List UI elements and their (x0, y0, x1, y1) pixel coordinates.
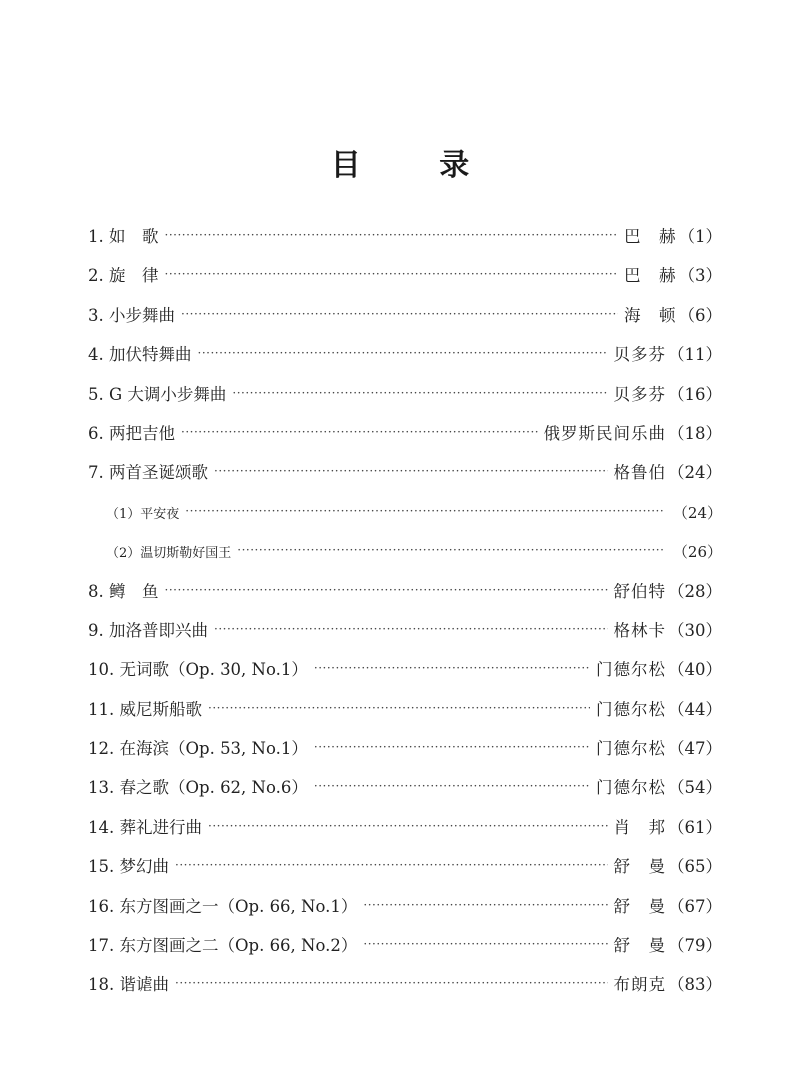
entry-page-number: （40） (668, 660, 722, 680)
dot-leader (214, 456, 608, 486)
entry-title: 16. 东方图画之一（Op. 66, No.1） (88, 896, 358, 916)
entry-composer: 舒 曼 (613, 936, 666, 956)
entry-page-number: （26） (672, 543, 722, 562)
entry-title: 12. 在海滨（Op. 53, No.1） (88, 739, 308, 759)
toc-subentry (88, 537, 722, 576)
entry-title: 18. 谐谑曲 (88, 975, 169, 995)
toc-entry (88, 813, 722, 852)
entry-composer: 俄罗斯民间乐曲 (543, 423, 666, 443)
entry-title: （1）平安夜 (106, 506, 180, 522)
entry-composer: 舒 曼 (613, 857, 666, 877)
entry-page-number: （28） (668, 581, 722, 601)
entry-title: 17. 东方图画之二（Op. 66, No.2） (88, 936, 358, 956)
toc-entry (88, 931, 722, 970)
toc-entry (88, 577, 722, 616)
entry-page-number: （1） (678, 227, 722, 246)
dot-leader (314, 653, 590, 683)
entry-page-number: （65） (668, 857, 722, 877)
entry-title: 9. 加洛普即兴曲 (88, 620, 208, 640)
entry-title: 6. 两把吉他 (88, 423, 175, 443)
dot-leader (175, 968, 608, 998)
entry-composer: 格鲁伯 (613, 463, 666, 483)
entry-composer: 舒伯特 (613, 581, 666, 601)
entry-page-number: （67） (668, 896, 722, 916)
dot-leader (214, 614, 608, 644)
dot-leader (165, 575, 608, 605)
dot-leader (314, 732, 590, 762)
entry-page-number: （30） (668, 620, 722, 640)
entry-page-number: （24） (668, 463, 722, 483)
entry-title: （2）温切斯勒好国王 (106, 546, 232, 562)
toc-entry (88, 380, 722, 419)
toc-entry (88, 340, 722, 379)
entry-title: 11. 威尼斯船歌 (88, 699, 202, 719)
entry-page-number: （47） (668, 739, 722, 759)
entry-composer: 贝多芬 (613, 384, 666, 404)
dot-leader (165, 220, 619, 250)
dot-leader (165, 259, 619, 289)
dot-leader (208, 693, 590, 723)
entry-page-number: （44） (668, 699, 722, 719)
entry-composer: 门德尔松 (596, 699, 666, 719)
dot-leader (314, 771, 590, 801)
dot-leader (232, 378, 607, 408)
entry-title: 5. G 大调小步舞曲 (88, 384, 227, 404)
entry-title: 14. 葬礼进行曲 (88, 817, 202, 837)
entry-title: 3. 小步舞曲 (88, 305, 175, 325)
toc-entry (88, 970, 722, 1009)
entry-composer: 门德尔松 (596, 778, 666, 798)
toc-entry (88, 655, 722, 694)
toc-entry (88, 734, 722, 773)
toc-entry (88, 419, 722, 458)
toc-entry (88, 261, 722, 300)
entry-page-number: （6） (678, 305, 722, 325)
dot-leader (363, 890, 607, 920)
entry-page-number: （3） (678, 266, 722, 286)
entry-title: 2. 旋 律 (88, 266, 159, 286)
entry-page-number: （54） (668, 778, 722, 798)
entry-page-number: （61） (668, 817, 722, 837)
entry-page-number: （11） (668, 345, 722, 365)
entry-title: 13. 春之歌（Op. 62, No.6） (88, 778, 308, 798)
entry-page-number: （24） (672, 503, 722, 522)
entry-page-number: （16） (668, 384, 722, 404)
entry-composer: 门德尔松 (596, 739, 666, 759)
toc-entry (88, 616, 722, 655)
dot-leader (181, 417, 538, 447)
entry-page-number: （79） (668, 936, 722, 956)
dot-leader (185, 496, 665, 526)
entry-composer: 巴 赫 (624, 266, 677, 286)
entry-composer: 贝多芬 (613, 345, 666, 365)
entry-title: 7. 两首圣诞颂歌 (88, 463, 208, 483)
dot-leader (363, 929, 607, 959)
entry-title: 8. 鳟 鱼 (88, 581, 159, 601)
entry-title: 1. 如 歌 (88, 227, 159, 246)
toc-entry (88, 301, 722, 340)
entry-page-number: （18） (668, 423, 722, 443)
toc-entry (88, 773, 722, 812)
entry-page-number: （83） (668, 975, 722, 995)
toc-entry (88, 852, 722, 891)
dot-leader (175, 850, 608, 880)
toc-entry (88, 458, 722, 497)
entry-title: 15. 梦幻曲 (88, 857, 169, 877)
page-title: 目 录 (330, 148, 504, 183)
toc-subentry (88, 498, 722, 537)
entry-composer: 布朗克 (613, 975, 666, 995)
entry-composer: 肖 邦 (613, 817, 666, 837)
entry-composer: 门德尔松 (596, 660, 666, 680)
toc-entry (88, 892, 722, 931)
dot-leader (208, 811, 608, 841)
entry-title: 10. 无词歌（Op. 30, No.1） (88, 660, 308, 680)
dot-leader (237, 535, 665, 565)
toc-entry (88, 222, 722, 261)
entry-title: 4. 加伏特舞曲 (88, 345, 192, 365)
entry-composer: 海 顿 (624, 305, 677, 325)
toc-entry (88, 695, 722, 734)
table-of-contents (88, 222, 722, 1010)
dot-leader (198, 338, 608, 368)
dot-leader (181, 299, 618, 329)
entry-composer: 巴 赫 (624, 227, 677, 246)
entry-composer: 舒 曼 (613, 896, 666, 916)
entry-composer: 格林卡 (613, 620, 666, 640)
